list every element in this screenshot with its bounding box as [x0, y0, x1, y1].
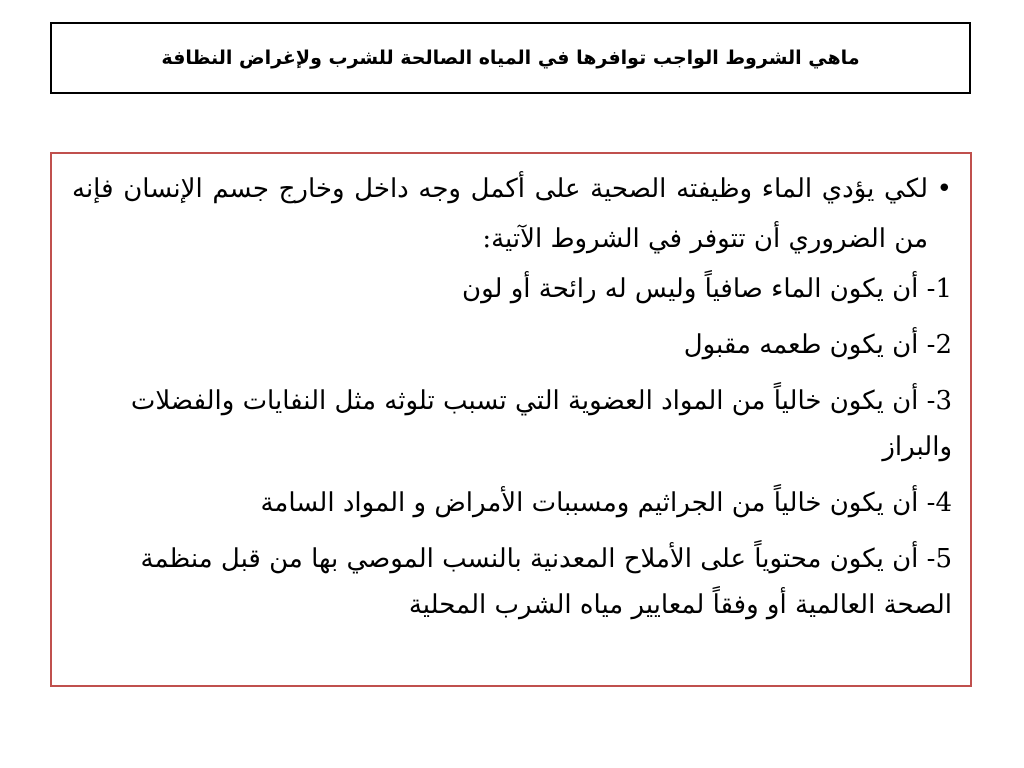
condition-item-4: 4- أن يكون خالياً من الجراثيم ومسببات الأمراض و المواد السامة	[260, 488, 952, 518]
condition-item-5: 5- أن يكون محتوياً على الأملاح المعدنية بالنسب الموصي بها من قبل منظمة الصحة العالمية أو وفقاً لمعايير مياه الشرب المحلية	[140, 544, 952, 620]
content-box	[50, 152, 972, 687]
condition-item-3: 3- أن يكون خالياً من المواد العضوية التي تسبب تلوثه مثل النفايات والفضلات والبراز	[130, 386, 952, 462]
bullet-icon: •	[936, 174, 952, 204]
slide-title: ماهي الشروط الواجب توافرها في المياه الصالحة للشرب ولإغراض النظافة	[161, 47, 860, 69]
intro-text: لكي يؤدي الماء وظيفته الصحية على أكمل وجه داخل وخارج جسم الإنسان فإنه من الضروري أن تتوفر في الشروط الآتية:	[72, 174, 928, 254]
condition-item-2: 2- أن يكون طعمه مقبول	[683, 330, 952, 360]
intro-paragraph	[72, 164, 952, 264]
condition-item-1: 1- أن يكون الماء صافياً وليس له رائحة أو لون	[462, 274, 952, 304]
title-box	[50, 22, 971, 94]
